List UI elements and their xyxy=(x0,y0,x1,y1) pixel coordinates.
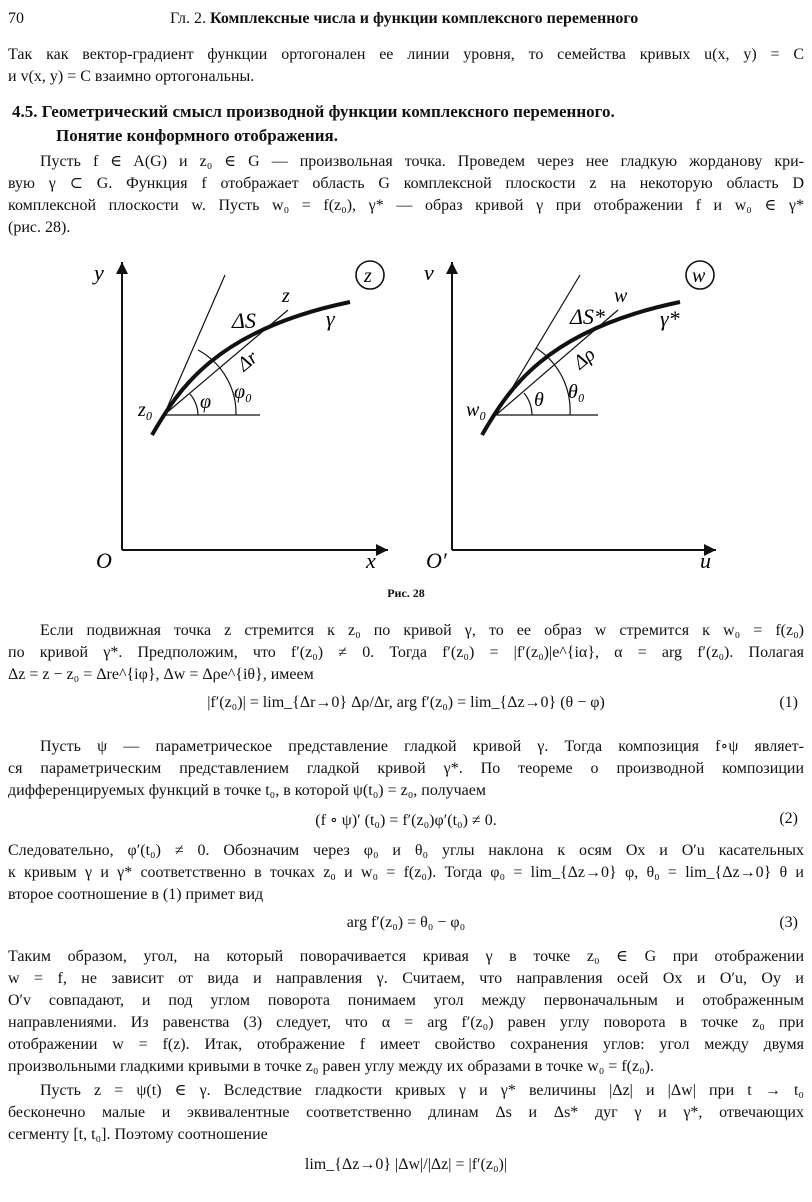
intro-paragraph xyxy=(8,44,804,88)
text-line: Δz = z − z₀ = Δre^{iφ}, Δw = Δρe^{iθ}, имеем xyxy=(8,666,314,683)
text-line: направлениями. Из равенства (3) следует, что α = arg f′(z₀) равен углу поворота в точке z₀ при xyxy=(8,1014,804,1031)
paragraph-1 xyxy=(8,151,804,239)
paragraph-3 xyxy=(8,736,804,802)
equation-2 xyxy=(8,800,804,840)
chord-drho-label: Δρ xyxy=(569,343,600,374)
point-z-label: z xyxy=(282,285,290,307)
text-line: сегменту [t, t₀]. Поэтому соотношение xyxy=(8,1126,268,1143)
chord-dr-label: Δr xyxy=(233,346,263,376)
origin-label: O xyxy=(96,548,112,573)
u-axis-label: u xyxy=(700,548,711,573)
curve-gamma-label: γ xyxy=(326,306,335,331)
section-title-line2: Понятие конформного отображения. xyxy=(56,126,338,145)
text-line: (рис. 28). xyxy=(8,219,71,236)
equation-4-text: lim_{Δz→0} |Δw|/|Δz| = |f′(z₀)| xyxy=(304,1156,508,1173)
text-line: Так как вектор-градиент функции ортогонален ее линии уровня, то семейства кривых u(x, y) = C xyxy=(8,46,804,63)
equation-3 xyxy=(8,904,804,944)
text-line: дифференцируемых функций в точке t₀, в которой ψ(t₀) = z₀, получаем xyxy=(8,782,487,799)
text-line: O′v совпадают, и под углом поворота понимаем угол между первоначальным и отображенным xyxy=(8,992,804,1009)
text-line: комплексной плоскости w. Пусть w₀ = f(z₀), γ* — образ кривой γ при отображении f и w₀ ∈ γ* xyxy=(8,197,804,214)
paragraph-5 xyxy=(8,946,804,1078)
text-line: Если подвижная точка z стремится к z₀ по кривой γ, то ее образ w стремится к w₀ = f(z₀) xyxy=(40,622,804,639)
text-line: к кривым γ и γ* соответственно в точках z₀ и w₀ = f(z₀). Тогда φ₀ = lim_{Δz→0} φ, θ₀ = lim_{Δz→0} θ и xyxy=(8,864,804,881)
paragraph-2 xyxy=(8,620,804,686)
paragraph-4 xyxy=(8,840,804,906)
equation-1 xyxy=(8,684,804,724)
tangent-line xyxy=(164,275,225,415)
v-axis-label: v xyxy=(424,260,434,285)
running-title xyxy=(170,10,638,28)
equation-1-text: |f′(z₀)| = lim_{Δr→0} Δρ/Δr, arg f′(z₀) = lim_{Δz→0} (θ − φ) xyxy=(207,694,605,711)
chord-dr xyxy=(164,310,288,415)
text-line: Пусть ψ — параметрическое представление гладкой кривой γ. Тогда композиция f∘ψ являет- xyxy=(40,738,804,755)
angle-phi-arc xyxy=(190,394,198,415)
arc-ds-label: ΔS xyxy=(232,308,256,333)
text-line: Следовательно, φ′(t₀) ≠ 0. Обозначим через φ₀ и θ₀ углы наклона к осям Ox и O′u касательных xyxy=(8,842,804,859)
text-line: Пусть z = ψ(t) ∈ γ. Вследствие гладкости кривых γ и γ* величины |Δz| и |Δw| при t → t₀ xyxy=(40,1082,804,1099)
right-plane-diagram xyxy=(424,260,716,573)
text-line: ся параметрическим представлением гладкой кривой γ*. По теореме о производной композиции xyxy=(8,760,804,777)
x-axis-label: x xyxy=(366,548,376,573)
page-number: 70 xyxy=(8,10,24,27)
section-title-line1: Геометрический смысл производной функции комплексного переменного. xyxy=(41,102,615,121)
figure-28 xyxy=(0,250,812,580)
origin-prime-label: O′ xyxy=(426,548,447,573)
y-axis-label: y xyxy=(94,260,104,285)
figure-caption: Рис. 28 xyxy=(387,586,425,600)
angle-theta-label: θ xyxy=(534,389,544,411)
text-line: отображении w = f(z). Итак, отображение f имеет свойство сохранения углов: угол между двумя xyxy=(8,1036,804,1053)
text-line: Пусть f ∈ A(G) и z₀ ∈ G — произвольная точка. Проведем через нее гладкую жорданову кри- xyxy=(40,153,804,170)
text-line: бесконечно малые и эквивалентные соответственно длинам Δs и Δs* дуг γ и γ*, отвечающих xyxy=(8,1104,804,1121)
chapter-label: Гл. 2. xyxy=(170,10,207,27)
text-line: произвольными гладкими кривыми в точке z₀ равен углу между их образами в точке w₀ = f(z₀). xyxy=(8,1058,654,1075)
section-number: 4.5. xyxy=(12,102,38,121)
equation-3-number: (3) xyxy=(779,914,798,931)
angle-phi0-label: φ₀ xyxy=(234,381,253,403)
arc-ds-star-label: ΔS* xyxy=(570,304,605,329)
left-plane-diagram xyxy=(92,260,388,573)
point-z0-label: z₀ xyxy=(138,399,153,421)
angle-theta0-label: θ₀ xyxy=(568,381,585,403)
angle-phi-label: φ xyxy=(200,391,212,413)
text-line: второе соотношение в (1) примет вид xyxy=(8,886,264,903)
text-line: вую γ ⊂ G. Функция f отображает область G комплексной плоскости z на некоторую область D xyxy=(8,175,804,192)
point-w0-label: w₀ xyxy=(466,399,487,421)
paragraph-6 xyxy=(8,1080,804,1146)
equation-4 xyxy=(8,1146,804,1186)
plane-label-w: w xyxy=(692,265,706,287)
angle-theta-arc xyxy=(524,393,532,415)
equation-3-text: arg f′(z₀) = θ₀ − φ₀ xyxy=(346,914,466,931)
plane-label-z: z xyxy=(364,265,372,287)
equation-1-number: (1) xyxy=(779,694,798,711)
point-w-label: w xyxy=(614,285,628,307)
chapter-title: Комплексные числа и функции комплексного переменного xyxy=(210,10,639,27)
text-line: Таким образом, угол, на который поворачивается кривая γ в точке z₀ ∈ G при отображении xyxy=(8,948,804,965)
equation-2-text: (f ∘ ψ)′ (t₀) = f′(z₀)φ′(t₀) ≠ 0. xyxy=(315,812,497,829)
section-heading xyxy=(12,100,802,148)
text-line: и v(x, y) = C взаимно ортогональны. xyxy=(8,68,255,85)
running-header xyxy=(8,10,800,32)
curve-gamma-star-label: γ* xyxy=(660,306,680,331)
equation-2-number: (2) xyxy=(779,810,798,827)
text-line: по кривой γ*. Предположим, что f′(z₀) ≠ 0. Тогда f′(z₀) = |f′(z₀)|e^{iα}, α = arg f′(z₀). Полагая xyxy=(8,644,804,661)
text-line: w = f, не зависит от вида и направления γ. Считаем, что направления осей Ox и O′u, Oy и xyxy=(8,970,804,987)
